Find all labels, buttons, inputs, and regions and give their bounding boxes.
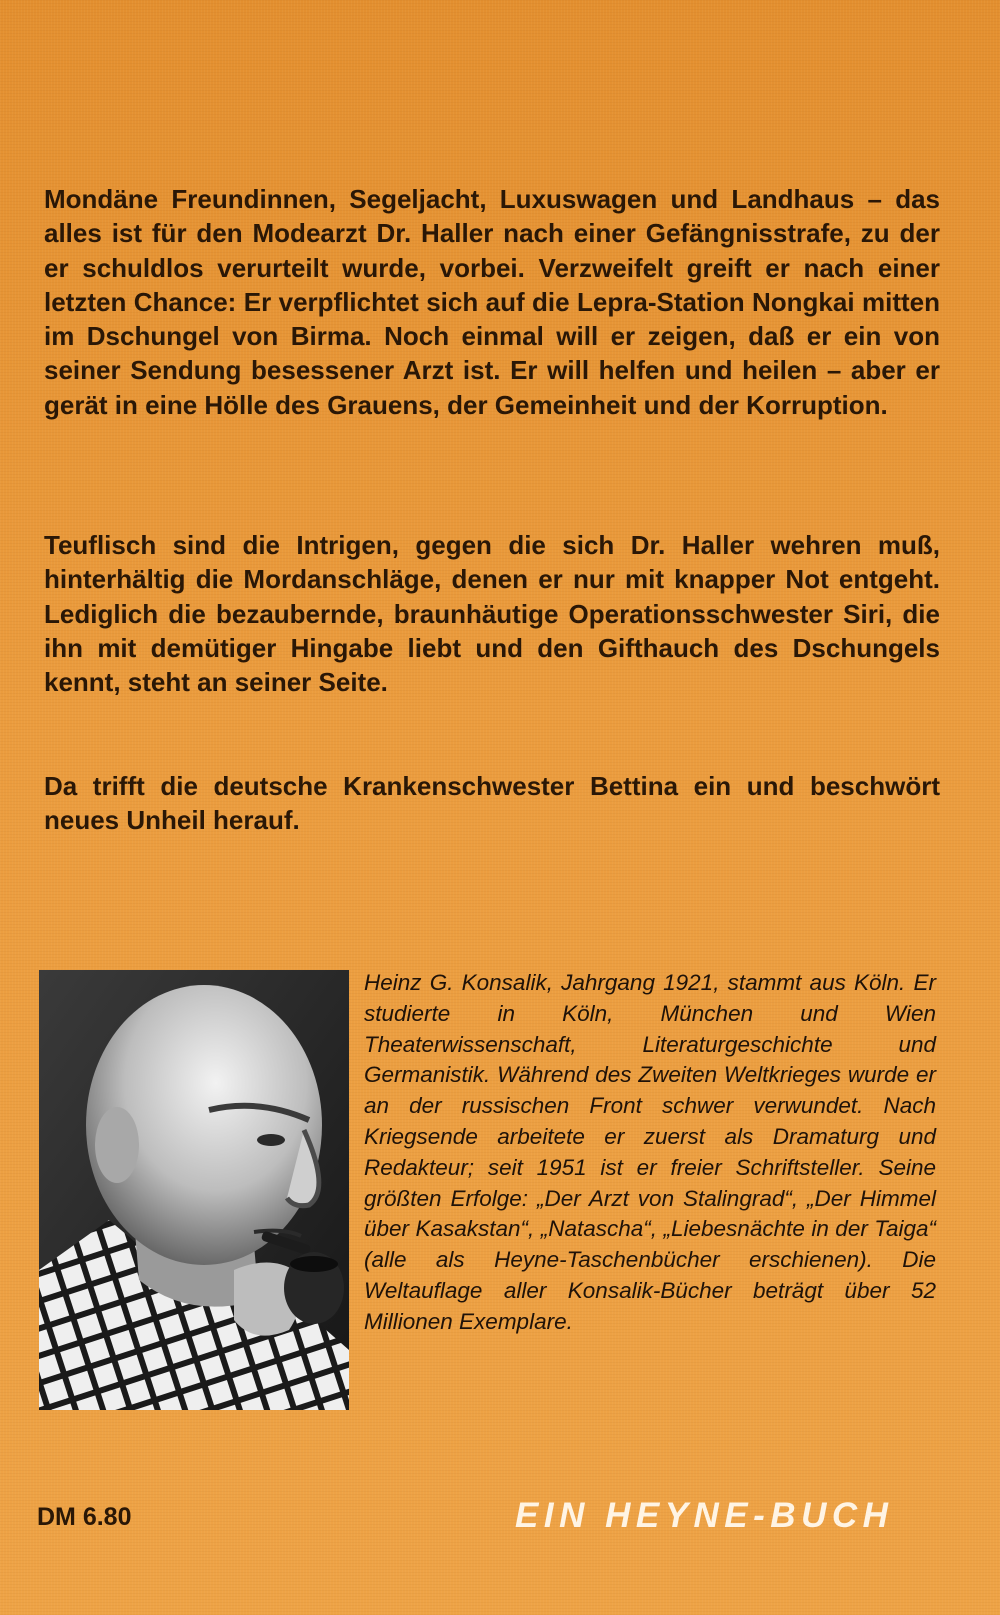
blurb-paragraph-3: Da trifft die deutsche Krankenschwester Bettina ein und beschwört neues Unheil herauf. (44, 771, 940, 836)
author-photo (39, 970, 349, 1410)
blurb-paragraph-1: Mondäne Freundinnen, Segeljacht, Luxuswagen und Landhaus – das alles ist für den Modearzt Dr. Haller nach einer Gefängnisstrafe, zu der er schuldlos verurteilt wurde, vorbei. Verzweifelt greift er nach einer letzten Chance: Er verpflichtet sich auf die Lepra-Station Nongkai mitten im Dschungel von Birma. Noch einmal will er zeigen, daß er ein von seiner Sendung besessener Arzt ist. Er will helfen und heilen – aber er gerät in eine Hölle des Grauens, der Gemeinheit und der Korruption. (44, 184, 940, 420)
price-label: DM 6.80 (37, 1503, 132, 1531)
publisher-imprint: EIN HEYNE-BUCH (515, 1496, 894, 1535)
author-bio: Heinz G. Konsalik, Jahrgang 1921, stammt aus Köln. Er studierte in Köln, München und Wien Theaterwissenschaft, Literaturgeschichte und Germanistik. Während des Zweiten Weltkrieges wurde er an der russischen Front schwer verwundet. Nach Kriegsende arbeitete er zuerst als Dramaturg und Redakteur; seit 1951 ist er freier Schriftsteller. Seine größten Erfolge: „Der Arzt von Stalingrad“, „Der Himmel über Kasakstan“, „Natascha“, „Liebesnächte in der Taiga“ (alle als Heyne-Taschenbücher erschienen). Die Weltauflage aller Konsalik-Bücher beträgt über 52 Millionen Exemplare. (364, 970, 936, 1334)
blurb-paragraph-2: Teuflisch sind die Intrigen, gegen die sich Dr. Haller wehren muß, hinterhältig die Mordanschläge, denen er nur mit knapper Not entgeht. Lediglich die bezaubernde, braunhäutige Operationsschwester Siri, die ihn mit demütiger Hingabe liebt und den Gifthauch des Dschungels kennt, steht an seiner Seite. (44, 530, 940, 698)
